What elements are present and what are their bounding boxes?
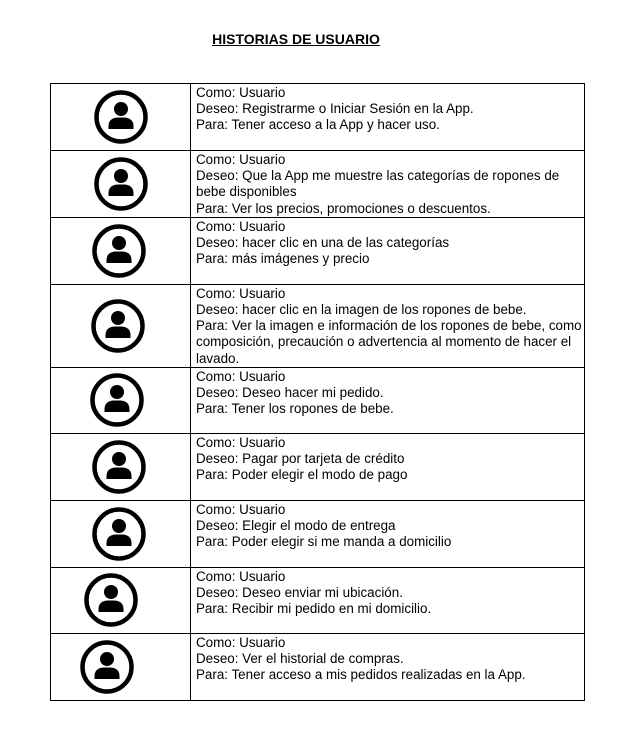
story-want: Deseo: hacer clic en la imagen de los ropones de bebe.: [196, 302, 527, 318]
story-icon-cell: [51, 433, 191, 500]
user-avatar-icon: [41, 572, 180, 628]
story-icon-cell: [51, 217, 191, 284]
user-avatar-icon: [37, 639, 176, 695]
story-benefit: Para: más imágenes y precio: [196, 251, 370, 267]
user-avatar-icon: [49, 223, 188, 279]
story-row: [51, 84, 585, 151]
story-text-cell: [191, 433, 585, 500]
user-avatar-icon: [51, 89, 190, 145]
story-benefit: Para: Poder elegir el modo de pago: [196, 467, 408, 483]
story-row: [51, 151, 585, 218]
page-title: HISTORIAS DE USUARIO: [212, 31, 380, 47]
story-role: Como: Usuario: [196, 434, 286, 450]
story-benefit: Para: Tener los ropones de bebe.: [196, 401, 394, 417]
story-row: [51, 284, 585, 367]
story-icon-cell: [51, 84, 191, 151]
story-row: [51, 567, 585, 633]
story-role: Como: Usuario: [196, 85, 286, 100]
story-icon-cell: [51, 284, 191, 367]
story-role: Como: Usuario: [196, 285, 286, 301]
user-avatar-icon: [49, 506, 188, 562]
story-row: [51, 367, 585, 433]
story-want: Deseo: hacer clic en una de las categorías: [196, 235, 450, 251]
story-text-cell: [191, 633, 585, 700]
user-avatar-icon: [49, 439, 188, 495]
story-text-cell: [191, 284, 585, 367]
story-benefit: Para: Poder elegir si me manda a domicilio: [196, 534, 452, 550]
story-want: Deseo: Deseo enviar mi ubicación.: [196, 585, 403, 601]
story-row: [51, 433, 585, 500]
story-want: Deseo: Ver el historial de compras.: [196, 651, 404, 667]
story-role: Como: Usuario: [196, 501, 286, 517]
story-benefit: Para: Recibir mi pedido en mi domicilio.: [196, 601, 432, 617]
story-role: Como: Usuario: [196, 218, 286, 234]
story-text-cell: [191, 217, 585, 284]
story-want: Deseo: Registrarme o Iniciar Sesión en la App.: [196, 101, 474, 117]
story-icon-cell: [51, 500, 191, 567]
story-icon-cell: [51, 151, 191, 218]
story-want: Deseo: Pagar por tarjeta de crédito: [196, 451, 405, 467]
story-want: Deseo: Elegir el modo de entrega: [196, 518, 396, 534]
story-role: Como: Usuario: [196, 634, 286, 650]
story-icon-cell: [51, 567, 191, 633]
story-benefit: Para: Tener acceso a mis pedidos realizadas en la App.: [196, 667, 526, 683]
story-text-cell: [191, 567, 585, 633]
story-benefit: Para: Ver la imagen e información de los ropones de bebe, como composición, precaución o advertencia al momento de hacer el lavado.: [196, 318, 582, 366]
story-want: Deseo: Que la App me muestre las categorías de ropones de bebe disponibles: [196, 168, 560, 200]
story-icon-cell: [51, 367, 191, 433]
story-row: [51, 633, 585, 700]
story-benefit: Para: Tener acceso a la App y hacer uso.: [196, 117, 440, 133]
story-role: Como: Usuario: [196, 152, 286, 167]
story-row: [51, 217, 585, 284]
user-avatar-icon: [48, 298, 187, 354]
user-avatar-icon: [47, 372, 186, 428]
story-role: Como: Usuario: [196, 568, 286, 584]
story-text-cell: [191, 500, 585, 567]
story-text-cell: [191, 84, 585, 151]
user-stories-table: [50, 83, 585, 701]
story-icon-cell: [51, 633, 191, 700]
story-row: [51, 500, 585, 567]
story-text-cell: [191, 151, 585, 218]
story-role: Como: Usuario: [196, 368, 286, 384]
user-avatar-icon: [51, 156, 190, 212]
story-benefit: Para: Ver los precios, promociones o descuentos.: [196, 200, 491, 216]
story-want: Deseo: Deseo hacer mi pedido.: [196, 385, 384, 401]
story-text-cell: [191, 367, 585, 433]
